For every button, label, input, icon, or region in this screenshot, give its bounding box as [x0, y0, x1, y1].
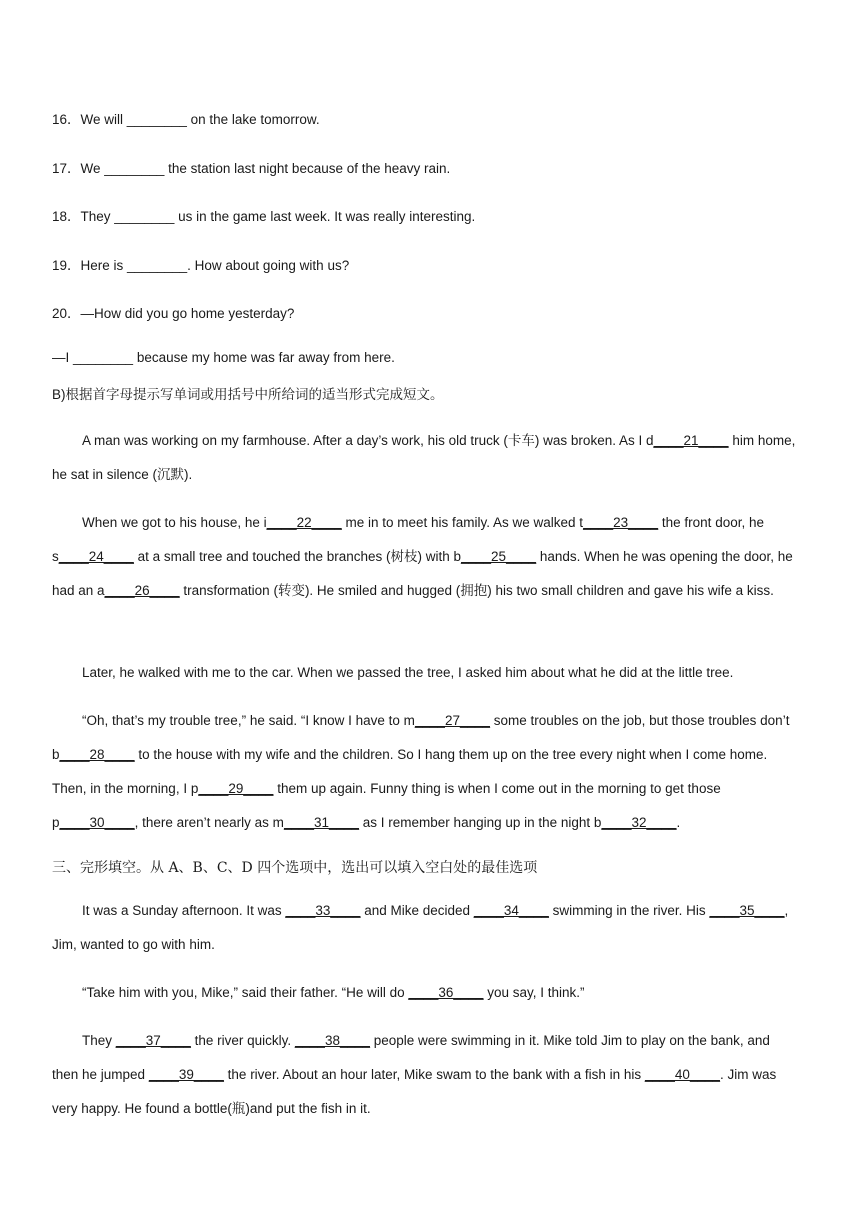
question-18 — [52, 205, 475, 225]
blank-35: ____35____ — [709, 903, 785, 918]
paragraph-text: . Jim was very happy. He found a bottle(瓶)and put the fish in it. — [52, 1067, 777, 1116]
section-3-paragraph-1 — [52, 894, 798, 962]
blank-28: ____28____ — [59, 747, 135, 762]
section-b-paragraph-2 — [52, 506, 798, 608]
paragraph-text: some troubles on the job, but those troubles don’t b — [52, 713, 790, 762]
blank-34: ____34____ — [473, 903, 549, 918]
section-b-paragraph-3 — [52, 656, 798, 690]
question-text: We will ________ on the lake tomorrow. — [80, 112, 320, 127]
blank-38: ____38____ — [294, 1033, 370, 1048]
section-3-paragraph-2 — [52, 976, 798, 1010]
paragraph-text: “Take him with you, Mike,” said their father. “He will do — [82, 985, 409, 1000]
blank-21: ____21____ — [653, 433, 729, 448]
question-17 — [52, 157, 450, 177]
paragraph-text: them up again. Funny thing is when I come out in the morning to get those p — [52, 781, 721, 830]
blank-26: ____26____ — [104, 583, 180, 598]
paragraph-text: Later, he walked with me to the car. When we passed the tree, I asked him about what he did at the little tree. — [82, 665, 734, 680]
paragraph-text: you say, I think.” — [483, 985, 585, 1000]
blank-29: ____29____ — [198, 781, 274, 796]
question-20-answer-line — [52, 350, 395, 365]
paragraph-text: people were swimming in it. Mike told Jim to play on the bank, and then he jumped — [52, 1033, 770, 1082]
paragraph-text: hands. When he was opening the door, he had an a — [52, 549, 793, 598]
blank-33: ____33____ — [285, 903, 361, 918]
question-text: Here is ________. How about going with us? — [80, 258, 350, 273]
section-3-heading: 三、完形填空。从 A、B、C、D 四个选项中，选出可以填入空白处的最佳选项 — [52, 860, 538, 876]
question-text: We ________ the station last night because of the heavy rain. — [80, 161, 451, 176]
blank-39: ____39____ — [148, 1067, 224, 1082]
question-number: 20． — [52, 306, 81, 321]
paragraph-text: swimming in the river. His — [548, 903, 710, 918]
paragraph-text: When we got to his house, he i — [82, 515, 267, 530]
paragraph-text: “Oh, that’s my trouble tree,” he said. “I know I have to m — [82, 713, 415, 728]
question-16 — [52, 108, 320, 128]
question-number: 16． — [52, 112, 81, 127]
paragraph-text: , Jim, wanted to go with him. — [52, 903, 789, 952]
blank-24: ____24____ — [58, 549, 134, 564]
paragraph-text: They — [82, 1033, 116, 1048]
paragraph-text: at a small tree and touched the branches (树枝) with b — [133, 549, 462, 564]
question-number: 17． — [52, 161, 81, 176]
paragraph-text: , there aren’t nearly as m — [134, 815, 284, 830]
question-number: 19． — [52, 258, 81, 273]
blank-27: ____27____ — [414, 713, 490, 728]
section-3-paragraph-3 — [52, 1024, 798, 1126]
blank-23: ____23____ — [583, 515, 659, 530]
paragraph-text: the river quickly. — [190, 1033, 295, 1048]
paragraph-text: the front door, he s — [52, 515, 764, 564]
paragraph-text: as I remember hanging up in the night b — [359, 815, 602, 830]
paragraph-text: It was a Sunday afternoon. It was — [82, 903, 286, 918]
blank-22: ____22____ — [266, 515, 342, 530]
paragraph-text: me in to meet his family. As we walked t — [341, 515, 584, 530]
paragraph-text: him home, he sat in silence (沉默). — [52, 433, 796, 482]
paragraph-text: . — [676, 815, 681, 830]
section-b-paragraph-1 — [52, 424, 798, 492]
paragraph-text: and Mike decided — [360, 903, 474, 918]
paragraph-text: A man was working on my farmhouse. After a day’s work, his old truck (卡车) was broken. As I d — [82, 433, 654, 448]
question-19 — [52, 254, 349, 274]
paragraph-text: transformation (转变). He smiled and hugged (拥抱) his two small children and gave his wife a kiss. — [179, 583, 774, 598]
blank-30: ____30____ — [59, 815, 135, 830]
blank-31: ____31____ — [283, 815, 360, 830]
question-20 — [52, 302, 294, 322]
blank-40: ____40____ — [644, 1067, 720, 1082]
question-text: They ________ us in the game last week. It was really interesting. — [80, 209, 476, 224]
blank-36: ____36____ — [408, 985, 484, 1000]
blank-32: ____32____ — [601, 815, 677, 830]
blank-25: ____25____ — [461, 549, 537, 564]
question-text: —How did you go home yesterday? — [80, 306, 295, 321]
question-text: —I ________ because my home was far away from here. — [52, 350, 395, 365]
section-b-paragraph-4 — [52, 704, 798, 840]
section-b-instruction: B)根据首字母提示写单词或用括号中所给词的适当形式完成短文。 — [52, 387, 444, 402]
paragraph-text: to the house with my wife and the children. So I hang them up on the tree every night when I come home. Then, in the morning, I p — [52, 747, 768, 796]
question-number: 18． — [52, 209, 81, 224]
blank-37: ____37____ — [115, 1033, 191, 1048]
paragraph-text: the river. About an hour later, Mike swam to the bank with a fish in his — [223, 1067, 645, 1082]
